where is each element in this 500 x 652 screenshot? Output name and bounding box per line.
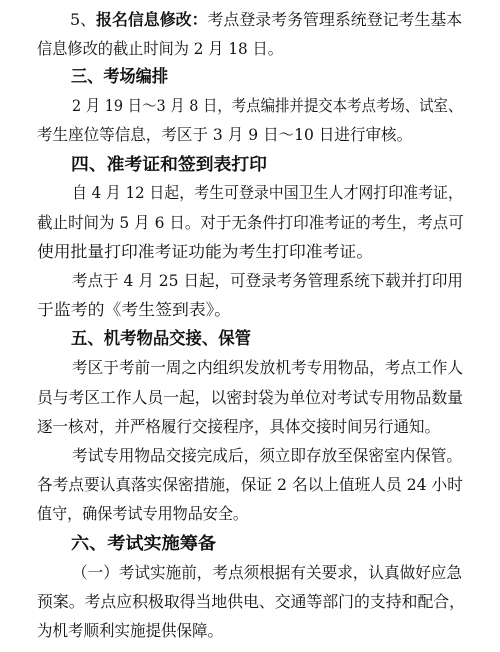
line-text: 考点于 4 月 25 日起，可登录考务管理系统下载并打印用 bbox=[72, 271, 463, 290]
line-text: （一）考试实施前，考点须根据有关要求，认真做好应急 bbox=[72, 563, 463, 582]
section-heading-3: 三、考场编排 bbox=[71, 67, 168, 87]
line-text: 截止时间为 5 月 6 日。对于无条件打印准考证的考生，考点可 bbox=[37, 213, 464, 232]
line-text: 使用批量打印准考证功能为考生打印准考证。 bbox=[37, 242, 374, 261]
line-text: 员与考区工作人员一起，以密封袋为单位对考试专用物品数量 bbox=[37, 388, 464, 407]
line-text: 考试专用物品交接完成后，须立即存放至保密室内保管。 bbox=[72, 446, 463, 465]
line-text: 考生座位等信息，考区于 3 月 9 日～10 日进行审核。 bbox=[37, 125, 413, 144]
section-heading-6: 六、考试实施筹备 bbox=[71, 534, 216, 554]
line-text: 于监考的《考生签到表》。 bbox=[37, 300, 232, 319]
section-heading-4: 四、准考证和签到表打印 bbox=[71, 155, 267, 175]
line-text: 各考点要认真落实保密措施，保证 2 名以上值班人员 24 小时 bbox=[37, 475, 463, 494]
item-number: 5、 bbox=[70, 10, 97, 29]
item-bold-heading: 报名信息修改： bbox=[96, 10, 208, 29]
line-text: 2 月 19 日～3 月 8 日，考点编排并提交本考点考场、试室、 bbox=[72, 96, 463, 115]
line-text: 值守，确保考试专用物品安全。 bbox=[37, 504, 249, 523]
line-text: 为机考顺利实施提供保障。 bbox=[37, 621, 224, 640]
line-text: 考点登录考务管理系统登记考生基本 bbox=[207, 10, 463, 29]
line-text: 逐一核对，并严格履行交接程序，具体交接时间另行通知。 bbox=[37, 417, 441, 436]
line-text: 信息修改的截止时间为 2 月 18 日。 bbox=[37, 39, 283, 58]
line-text: 自 4 月 12 日起，考生可登录中国卫生人才网打印准考证， bbox=[72, 183, 463, 202]
line-text: 考区于考前一周之内组织发放机考专用物品，考点工作人 bbox=[72, 358, 464, 377]
line-text: 预案。考点应积极取得当地供电、交通等部门的支持和配合， bbox=[37, 592, 466, 611]
paragraph-line bbox=[0, 613, 500, 649]
section-heading-5: 五、机考物品交接、保管 bbox=[71, 329, 251, 349]
